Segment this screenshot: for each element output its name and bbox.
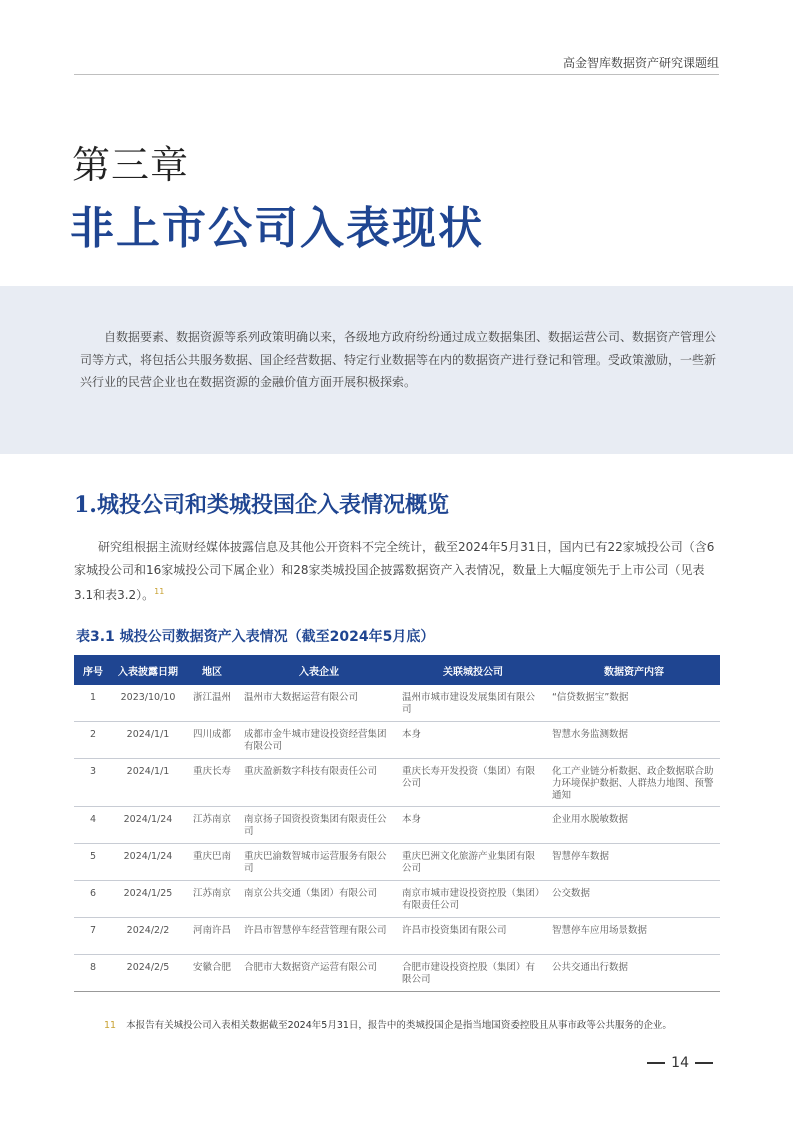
cell-related: 本身	[398, 807, 548, 844]
intro-band	[0, 286, 793, 454]
cell-content: 智慧水务监测数据	[548, 722, 720, 759]
page-number	[641, 1055, 719, 1071]
cell-content: 公交数据	[548, 881, 720, 918]
col-header-date: 入表披露日期	[112, 655, 184, 685]
cell-company: 重庆盈新数字科技有限责任公司	[240, 759, 398, 807]
cell-related: 温州市城市建设发展集团有限公司	[398, 685, 548, 722]
cell-region: 安徽合肥	[184, 955, 240, 992]
cell-related: 许昌市投资集团有限公司	[398, 918, 548, 955]
cell-date: 2024/1/1	[112, 759, 184, 807]
cell-related: 南京市城市建设投资控股（集团）有限责任公司	[398, 881, 548, 918]
cell-content: 智慧停车应用场景数据	[548, 918, 720, 955]
col-header-content: 数据资产内容	[548, 655, 720, 685]
footnote	[104, 1017, 672, 1031]
table-row	[74, 685, 720, 722]
cell-content: 公共交通出行数据	[548, 955, 720, 992]
cell-index: 6	[74, 881, 112, 918]
cell-company: 南京公共交通（集团）有限公司	[240, 881, 398, 918]
cell-region: 重庆巴南	[184, 844, 240, 881]
cell-index: 7	[74, 918, 112, 955]
cell-index: 5	[74, 844, 112, 881]
cell-index: 4	[74, 807, 112, 844]
cell-date: 2024/1/1	[112, 722, 184, 759]
chapter-title: 非上市公司入表现状	[70, 203, 484, 254]
page-dash-right	[695, 1062, 713, 1064]
cell-content: 化工产业链分析数据、政企数据联合助力环境保护数据、人群热力地图、预警通知	[548, 759, 720, 807]
cell-content: 企业用水脱敏数据	[548, 807, 720, 844]
table-row	[74, 918, 720, 955]
cell-related: 本身	[398, 722, 548, 759]
col-header-region: 地区	[184, 655, 240, 685]
col-header-index: 序号	[74, 655, 112, 685]
table-header-row	[74, 655, 720, 685]
cell-date: 2024/2/5	[112, 955, 184, 992]
page-dash-left	[647, 1062, 665, 1064]
table-row	[74, 955, 720, 992]
cell-region: 江苏南京	[184, 881, 240, 918]
cell-date: 2024/1/24	[112, 844, 184, 881]
cell-index: 1	[74, 685, 112, 722]
cell-related: 重庆长寿开发投资（集团）有限公司	[398, 759, 548, 807]
table-row	[74, 881, 720, 918]
table-row	[74, 807, 720, 844]
cell-company: 许昌市智慧停车经营管理有限公司	[240, 918, 398, 955]
header-divider	[74, 74, 719, 75]
cell-company: 合肥市大数据资产运营有限公司	[240, 955, 398, 992]
body-paragraph-text: 研究组根据主流财经媒体披露信息及其他公开资料不完全统计，截至2024年5月31日，国内已有22家城投公司（含6家城投公司和16家城投公司下属企业）和28家类城投国企披露数据资产入表情况，数量上大幅度领先于上市公司（见表3.1和表3.2）。	[74, 540, 715, 602]
chapter-number: 第三章	[72, 143, 190, 187]
running-header: 高金智库数据资产研究课题组	[562, 56, 719, 70]
cell-company: 重庆巴渝数智城市运营服务有限公司	[240, 844, 398, 881]
data-table	[74, 655, 720, 992]
col-header-related: 关联城投公司	[398, 655, 548, 685]
footnote-text: 本报告有关城投公司入表相关数据截至2024年5月31日，报告中的类城投国企是指当地国资委控股且从事市政等公共服务的企业。	[126, 1020, 672, 1031]
cell-region: 浙江温州	[184, 685, 240, 722]
cell-index: 3	[74, 759, 112, 807]
col-header-company: 入表企业	[240, 655, 398, 685]
table-row	[74, 844, 720, 881]
body-paragraph	[74, 536, 720, 607]
cell-company: 南京扬子国资投资集团有限责任公司	[240, 807, 398, 844]
cell-index: 2	[74, 722, 112, 759]
cell-date: 2024/2/2	[112, 918, 184, 955]
cell-region: 四川成都	[184, 722, 240, 759]
cell-index: 8	[74, 955, 112, 992]
table-row	[74, 759, 720, 807]
cell-date: 2024/1/24	[112, 807, 184, 844]
cell-region: 河南许昌	[184, 918, 240, 955]
page-number-value: 14	[671, 1055, 689, 1071]
cell-region: 江苏南京	[184, 807, 240, 844]
cell-content: 智慧停车数据	[548, 844, 720, 881]
table-row	[74, 722, 720, 759]
cell-related: 合肥市建设投资控股（集团）有限公司	[398, 955, 548, 992]
cell-region: 重庆长寿	[184, 759, 240, 807]
cell-company: 温州市大数据运营有限公司	[240, 685, 398, 722]
cell-related: 重庆巴洲文化旅游产业集团有限公司	[398, 844, 548, 881]
table-caption: 表3.1 城投公司数据资产入表情况（截至2024年5月底）	[76, 629, 435, 645]
cell-content: “信贷数据宝”数据	[548, 685, 720, 722]
footnote-number: 11	[104, 1020, 117, 1031]
section-title: 1.城投公司和类城投国企入表情况概览	[74, 492, 449, 518]
footnote-ref[interactable]: 11	[154, 587, 165, 596]
intro-paragraph: 自数据要素、数据资源等系列政策明确以来，各级地方政府纷纷通过成立数据集团、数据运营公司、数据资产管理公司等方式，将包括公共服务数据、国企经营数据、特定行业数据等在内的数据资产进行登记和管理。受政策激励，一些新兴行业的民营企业也在数据资源的金融价值方面开展积极探索。	[80, 330, 717, 389]
cell-date: 2024/1/25	[112, 881, 184, 918]
cell-date: 2023/10/10	[112, 685, 184, 722]
cell-company: 成都市金牛城市建设投资经营集团有限公司	[240, 722, 398, 759]
